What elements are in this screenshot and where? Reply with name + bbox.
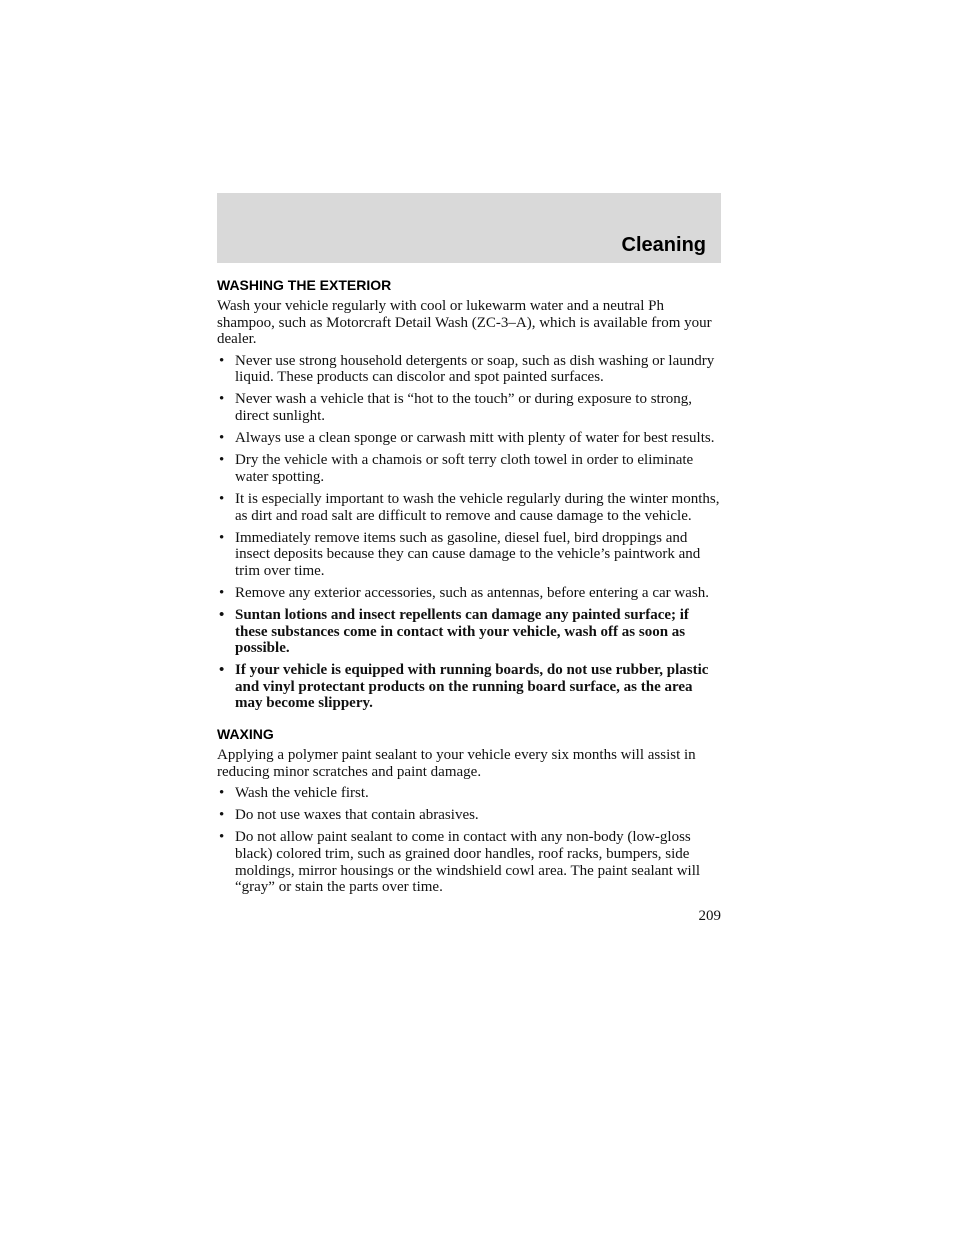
list-item: • Do not allow paint sealant to come in contact with any non-body (low-gloss black) colored trim, such as grained door handles, roof racks, bumpers, side moldings, mirror housings or the windshield cowl area. The paint sealant will “gray” or stain the parts over time. (219, 829, 701, 896)
bullet-icon: • (219, 785, 225, 802)
section-intro-waxing: Applying a polymer paint sealant to your vehicle every six months will assist in reducing minor scratches and paint damage. (217, 747, 696, 780)
section-header-band (217, 193, 721, 263)
warning-list-item: • If your vehicle is equipped with running boards, do not use rubber, plastic and vinyl protectant products on the running board surface, as the area may become slippery. (219, 662, 709, 712)
list-item: • Immediately remove items such as gasoline, diesel fuel, bird droppings and insect deposits because they can cause damage to the vehicle’s paintwork and trim over time. (219, 529, 701, 579)
chapter-title: Cleaning (621, 234, 706, 256)
bullet-icon: • (219, 490, 225, 507)
list-item: • Never wash a vehicle that is “hot to the touch” or during exposure to strong, direct sunlight. (219, 391, 692, 425)
list-item: • Wash the vehicle first. (219, 785, 369, 802)
warning-list-item: • Suntan lotions and insect repellents can damage any painted surface; if these substances come in contact with your vehicle, wash off as soon as possible. (219, 607, 689, 657)
bullet-icon: • (219, 391, 225, 408)
list-item: • Do not use waxes that contain abrasives. (219, 807, 479, 824)
section-intro-washing: Wash your vehicle regularly with cool or lukewarm water and a neutral Ph shampoo, such as Motorcraft Detail Wash (ZC-3–A), which is available from your dealer. (217, 298, 712, 348)
bullet-icon: • (219, 607, 225, 623)
manual-page (217, 193, 721, 924)
bullet-list-washing (217, 353, 721, 712)
list-item: • It is especially important to wash the vehicle regularly during the winter months, as dirt and road salt are difficult to remove and cause damage to the vehicle. (219, 490, 720, 524)
bullet-icon: • (219, 452, 225, 469)
bullet-list-waxing (217, 785, 721, 896)
section-heading-waxing: WAXING (217, 726, 274, 743)
bullet-icon: • (219, 352, 225, 369)
list-item: • Remove any exterior accessories, such as antennas, before entering a car wash. (219, 584, 709, 601)
list-item: • Never use strong household detergents or soap, such as dish washing or laundry liquid. These products can discolor and spot painted surfaces. (219, 352, 715, 386)
page-content (217, 277, 721, 924)
bullet-icon: • (219, 430, 225, 447)
bullet-icon: • (219, 829, 225, 846)
section-heading-washing: WASHING THE EXTERIOR (217, 277, 392, 293)
bullet-icon: • (219, 662, 225, 679)
bullet-icon: • (219, 584, 225, 601)
bullet-icon: • (219, 529, 225, 546)
bullet-icon: • (219, 807, 225, 824)
list-item: • Dry the vehicle with a chamois or soft terry cloth towel in order to eliminate water spotting. (219, 452, 694, 485)
list-item: • Always use a clean sponge or carwash mitt with plenty of water for best results. (219, 430, 715, 447)
page-number: 209 (698, 907, 721, 924)
